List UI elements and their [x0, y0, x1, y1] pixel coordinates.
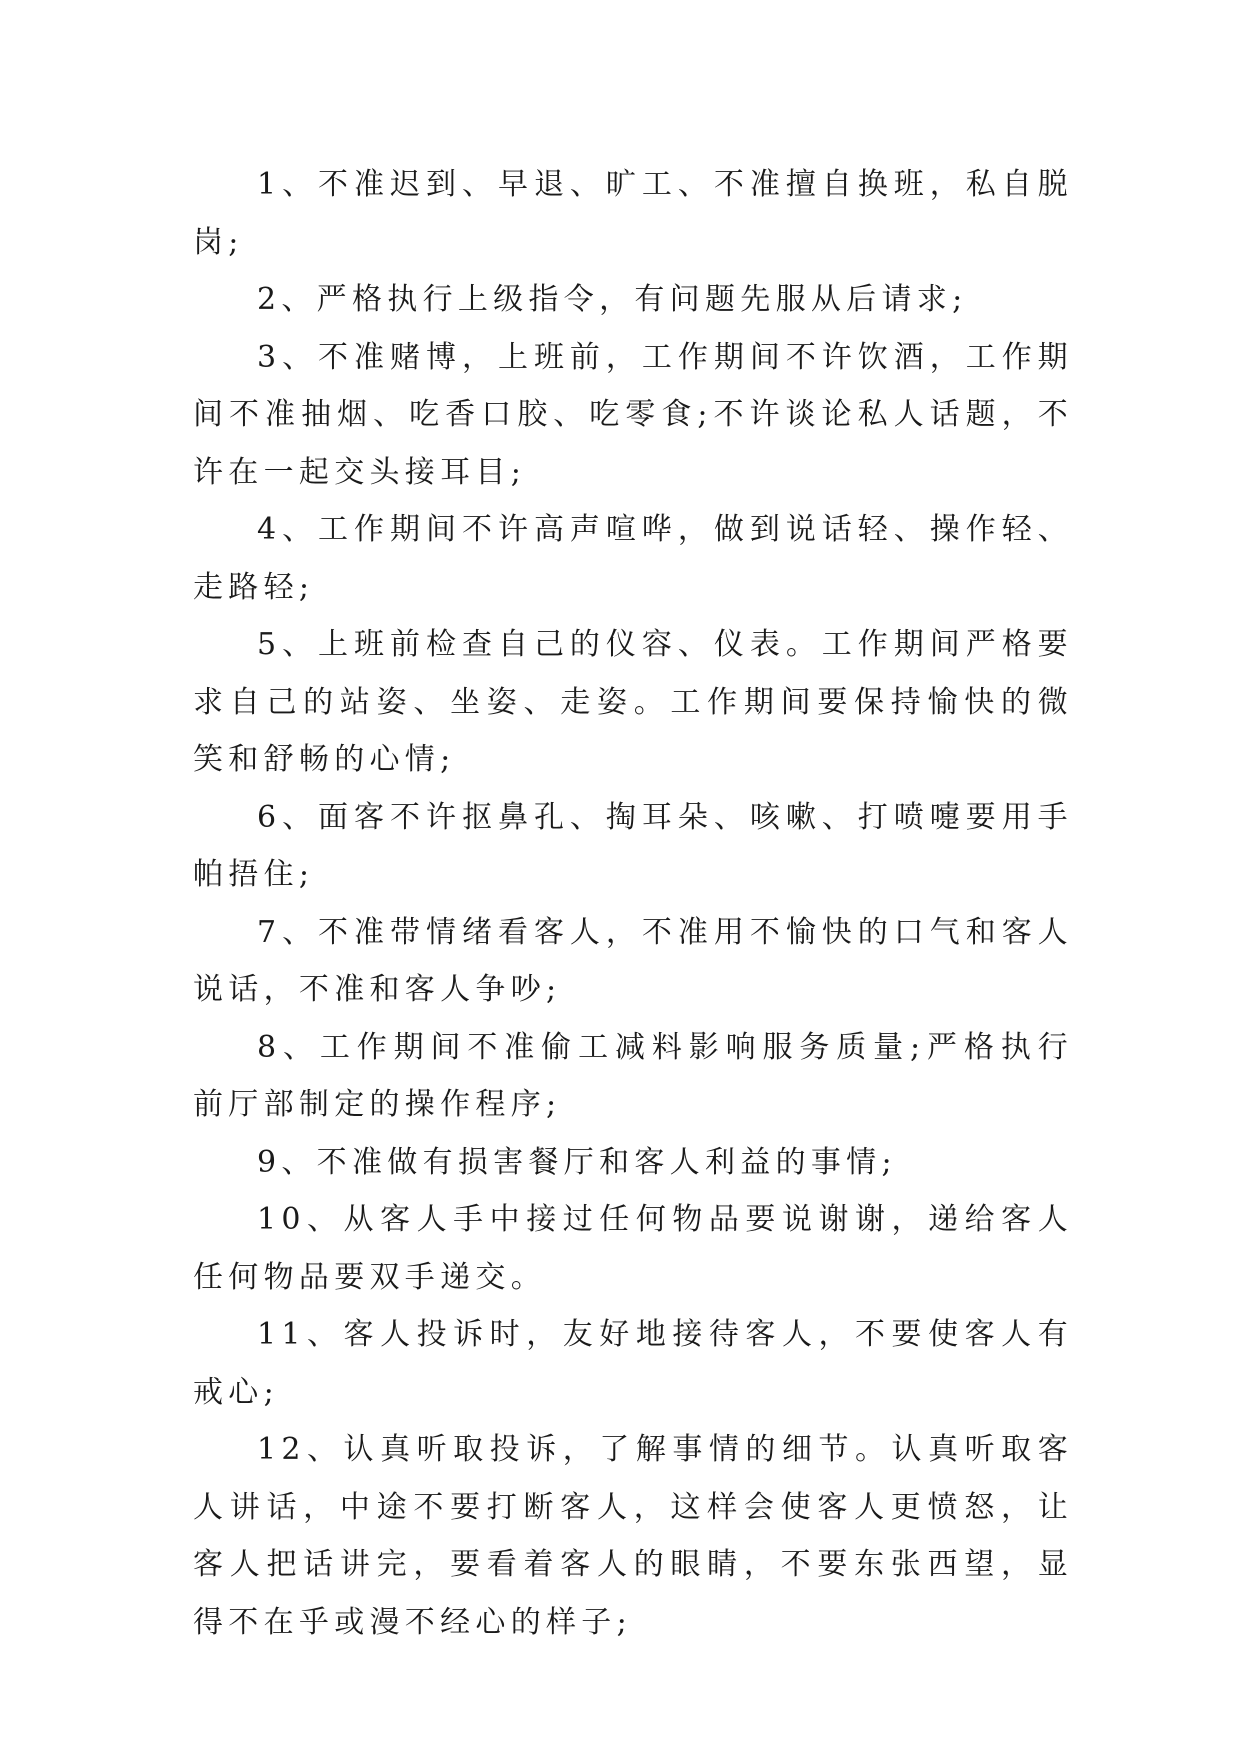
paragraph-rule-3: 3、不准赌博，上班前，工作期间不许饮酒，工作期间不准抽烟、吃香口胶、吃零食;不许谈论私人话题，不许在一起交头接耳目;: [193, 339, 1073, 490]
paragraph-rule-2: 2、严格执行上级指令，有问题先服从后请求;: [257, 282, 968, 317]
paragraph-rule-4: 4、工作期间不许高声喧哗，做到说话轻、操作轻、走路轻;: [193, 512, 1073, 605]
paragraph-rule-12: 12、认真听取投诉，了解事情的细节。认真听取客人讲话，中途不要打断客人，这样会使客人更愤怒，让客人把话讲完，要看着客人的眼睛，不要东张西望，显得不在乎或漫不经心的样子;: [193, 1432, 1073, 1640]
paragraph-rule-7: 7、不准带情绪看客人，不准用不愉快的口气和客人说话，不准和客人争吵;: [193, 914, 1073, 1007]
paragraph-rule-8: 8、工作期间不准偷工减料影响服务质量;严格执行前厅部制定的操作程序;: [193, 1029, 1073, 1122]
paragraph-rule-9: 9、不准做有损害餐厅和客人利益的事情;: [257, 1144, 897, 1180]
paragraph-rule-5: 5、上班前检查自己的仪容、仪表。工作期间严格要求自己的站姿、坐姿、走姿。工作期间要保持愉快的微笑和舒畅的心情;: [193, 627, 1073, 777]
paragraph-rule-11: 11、客人投诉时，友好地接待客人，不要使客人有戒心;: [193, 1317, 1073, 1410]
paragraph-rule-1: 1、不准迟到、早退、旷工、不准擅自换班，私自脱岗;: [193, 167, 1073, 260]
paragraph-rule-6: 6、面客不许抠鼻孔、掏耳朵、咳嗽、打喷嚏要用手帕捂住;: [193, 799, 1073, 892]
paragraph-rule-10: 10、从客人手中接过任何物品要说谢谢，递给客人任何物品要双手递交。: [193, 1202, 1073, 1295]
document-body: [193, 156, 1073, 1651]
